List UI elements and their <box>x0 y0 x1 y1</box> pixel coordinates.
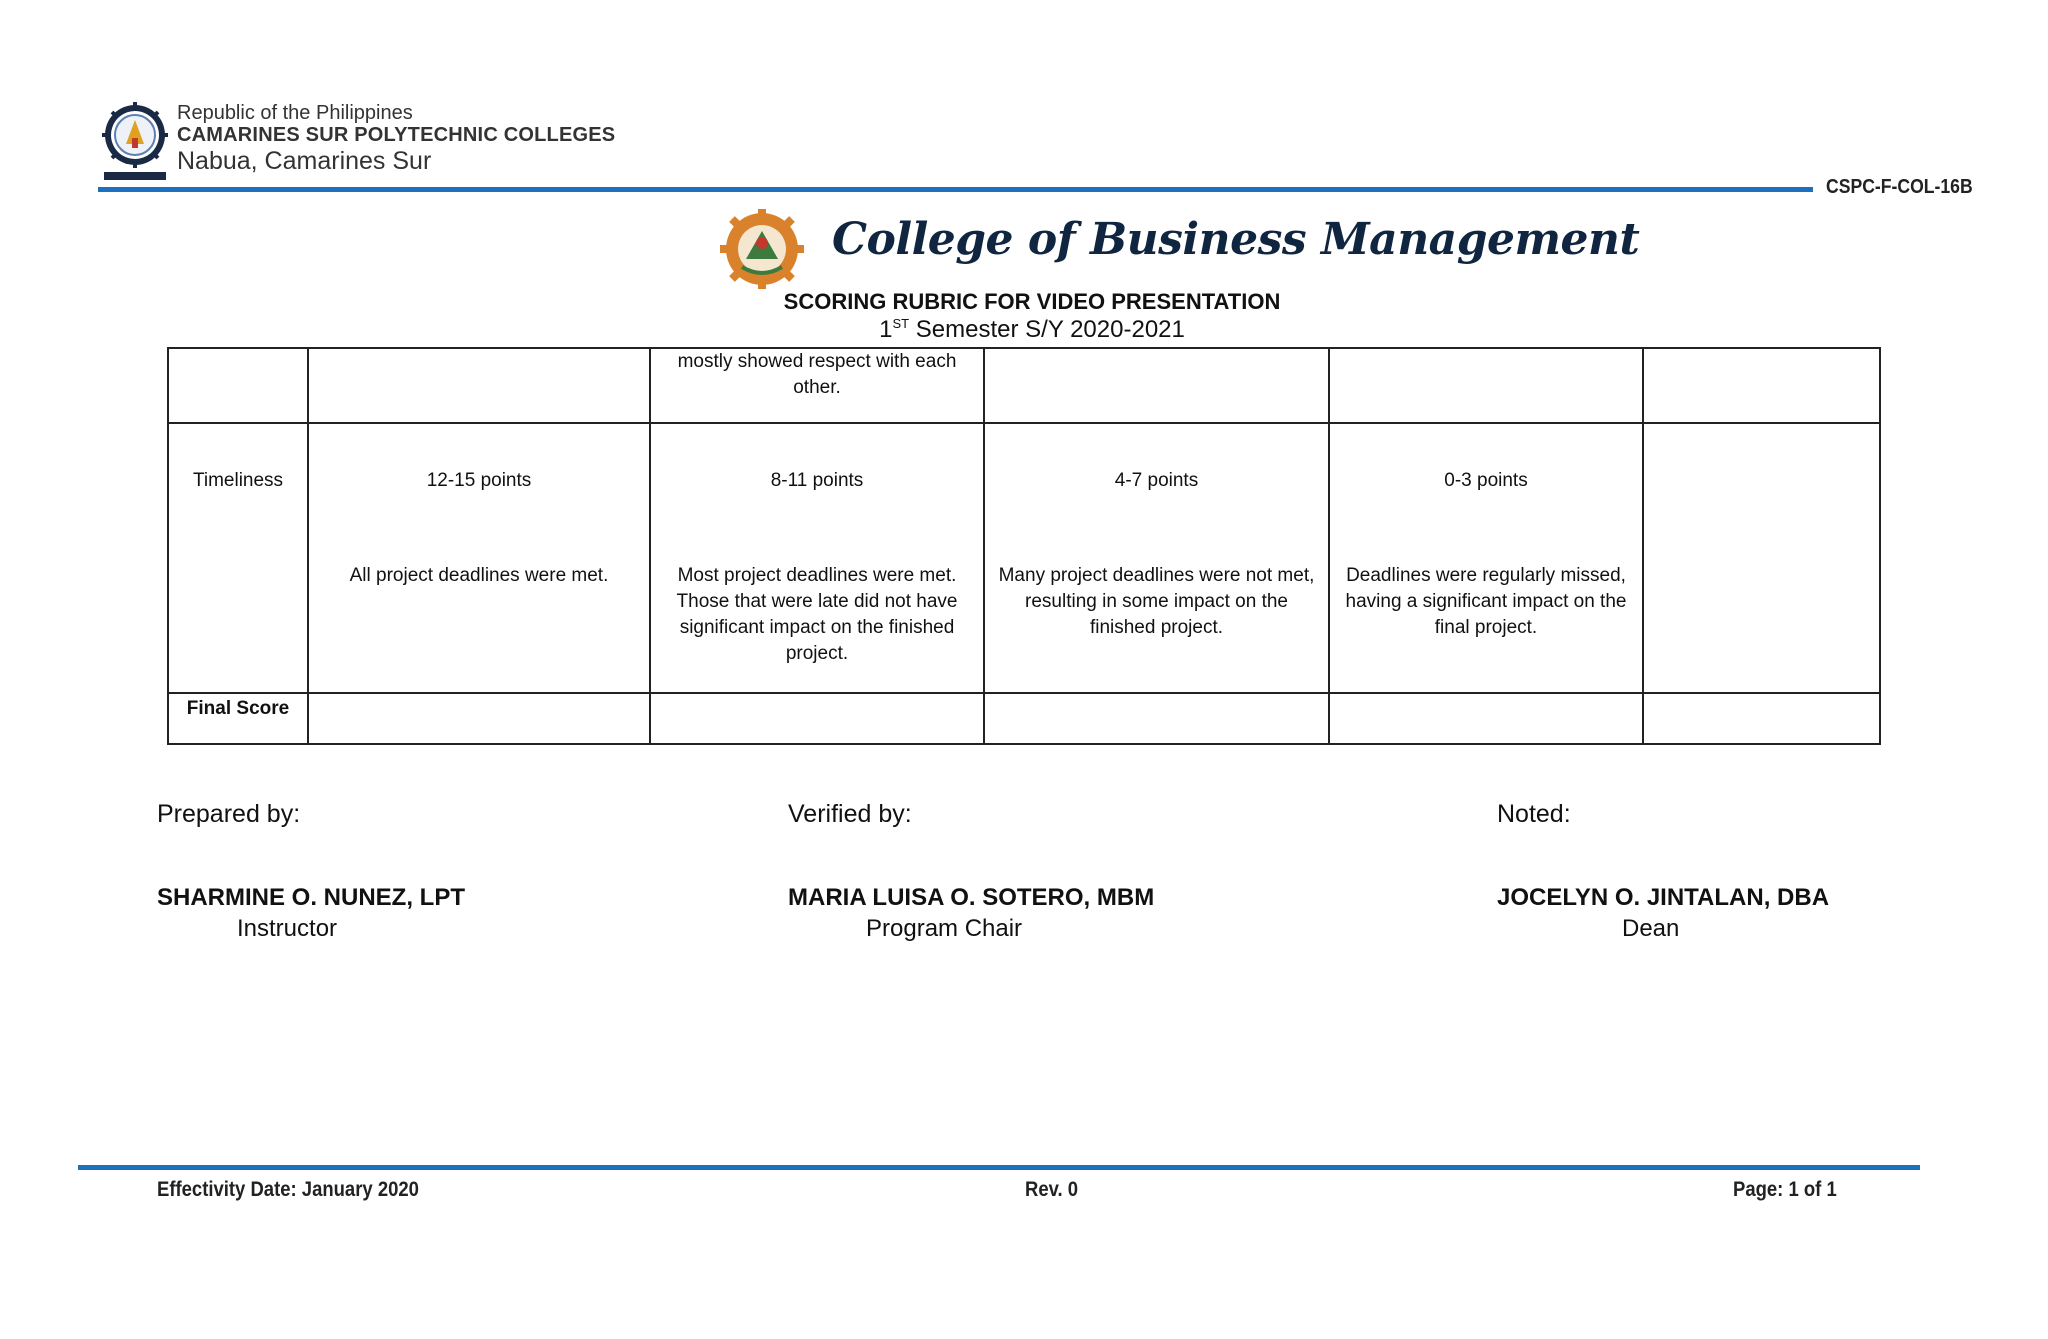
header-location: Nabua, Camarines Sur <box>177 147 432 175</box>
footer-divider <box>78 1165 1920 1170</box>
verified-by-name: MARIA LUISA O. SOTERO, MBM <box>788 884 1155 911</box>
points-range: 4-7 points <box>1114 470 1199 491</box>
table-cell[interactable] <box>984 693 1329 744</box>
verified-by-title: Program Chair <box>866 915 1023 942</box>
verified-by-label: Verified by: <box>788 800 912 828</box>
points-range: 8-11 points <box>770 470 864 491</box>
noted-by-title: Dean <box>1622 915 1680 942</box>
page-number: Page: 1 of 1 <box>1733 1178 1837 1201</box>
table-cell <box>984 348 1329 423</box>
points-range: 12-15 points <box>426 470 532 491</box>
table-cell <box>1643 348 1880 423</box>
criterion-description: Most project deadlines were met. Those that were late did not have significant impact on the finished project. <box>676 565 958 664</box>
semester-number: 1 <box>879 316 893 343</box>
score-cell-1 <box>308 423 650 693</box>
semester-rest: Semester S/Y 2020-2021 <box>909 316 1185 343</box>
table-cell <box>308 348 650 423</box>
points-range: 0-3 points <box>1444 470 1528 491</box>
criterion-label: Timeliness <box>192 470 284 491</box>
score-cell-3 <box>984 423 1329 693</box>
table-cell[interactable] <box>1329 693 1643 744</box>
cspc-seal-logo <box>100 102 170 182</box>
table-cell <box>168 348 308 423</box>
score-cell-2 <box>650 423 984 693</box>
effectivity-date: Effectivity Date: January 2020 <box>157 1178 419 1201</box>
college-title: College of Business Management <box>832 214 1640 265</box>
carry-over-text: mostly showed respect with each other. <box>677 351 957 398</box>
prepared-by-name: SHARMINE O. NUNEZ, LPT <box>157 884 466 911</box>
prepared-by-title: Instructor <box>237 915 338 942</box>
table-cell[interactable] <box>1643 693 1880 744</box>
college-logo <box>716 209 808 291</box>
table-row-timeliness <box>168 423 1880 693</box>
criterion-description: All project deadlines were met. <box>349 565 609 586</box>
noted-by-name: JOCELYN O. JINTALAN, DBA <box>1497 884 1830 911</box>
table-cell[interactable] <box>650 693 984 744</box>
final-score-label: Final Score <box>186 698 290 719</box>
semester-line <box>0 316 2048 344</box>
table-row-final-score <box>168 693 1880 744</box>
prepared-by-label: Prepared by: <box>157 800 301 828</box>
rubric-table <box>167 347 1881 745</box>
document-title: SCORING RUBRIC FOR VIDEO PRESENTATION <box>783 289 1281 314</box>
semester-suffix: ST <box>892 316 910 331</box>
criterion-description: Many project deadlines were not met, resulting in some impact on the finished project. <box>998 565 1315 638</box>
form-code: CSPC-F-COL-16B <box>1826 176 1973 198</box>
header-divider <box>98 187 1813 192</box>
revision-number: Rev. 0 <box>1025 1178 1079 1201</box>
final-score-cell <box>168 693 308 744</box>
table-cell <box>650 348 984 423</box>
header-institution-name: CAMARINES SUR POLYTECHNIC COLLEGES <box>177 124 616 146</box>
score-input-cell[interactable] <box>1643 423 1880 693</box>
score-cell-4 <box>1329 423 1643 693</box>
table-cell <box>1329 348 1643 423</box>
criterion-cell <box>168 423 308 693</box>
criterion-description: Deadlines were regularly missed, having a significant impact on the final project. <box>1345 565 1627 638</box>
table-cell[interactable] <box>308 693 650 744</box>
noted-by-label: Noted: <box>1497 800 1571 828</box>
header-republic-line: Republic of the Philippines <box>177 102 413 124</box>
table-row <box>168 348 1880 423</box>
